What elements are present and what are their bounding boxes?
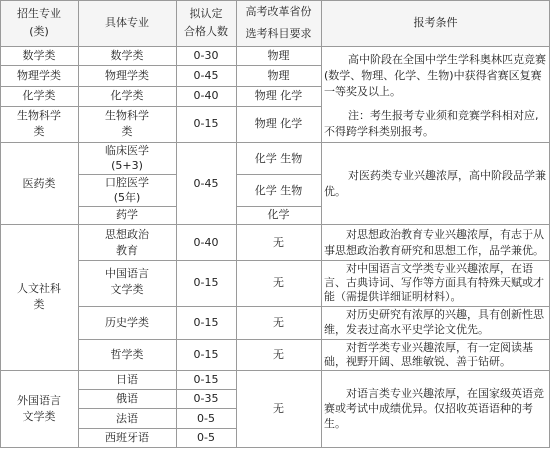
header-category-label: 招生专业 xyxy=(17,7,61,20)
subject-history: 无 xyxy=(273,316,284,329)
major-russian: 俄语 xyxy=(116,392,138,405)
science-note-line-1: 注：考生报考专业须和竞赛学科相对应, xyxy=(348,109,539,122)
header-conditions-label: 报考条件 xyxy=(413,16,458,29)
header-major-label: 具体专业 xyxy=(105,16,149,29)
science-condition-line-3: 一等奖及以上。 xyxy=(324,85,401,98)
range-math: 0-30 xyxy=(193,49,219,62)
science-note-line-2: 不得跨学科类别报考。 xyxy=(324,125,434,138)
subject-chinese: 无 xyxy=(273,276,284,289)
major-spanish: 西班牙语 xyxy=(105,431,149,444)
major-biology: 生物科学 xyxy=(105,109,149,122)
medicine-condition-line-1: 对医药类专业兴趣浓厚，高中阶段品学兼 xyxy=(348,169,546,182)
category-math: 数学类 xyxy=(22,49,56,62)
major-math: 数学类 xyxy=(110,49,144,62)
range-french: 0-5 xyxy=(197,412,215,425)
major-pharmacy: 药学 xyxy=(116,208,138,221)
subject-physics: 物理 xyxy=(267,69,290,82)
category-medicine: 医药类 xyxy=(22,177,56,190)
major-japanese: 日语 xyxy=(116,373,138,386)
history-condition-line-2: 维，发表过高水平史学论文优先。 xyxy=(324,323,489,336)
range-russian: 0-35 xyxy=(193,392,219,405)
subject-chemistry: 物理 化学 xyxy=(254,89,303,102)
subject-ideology: 无 xyxy=(273,236,284,249)
history-condition-line-1: 对历史研究有浓厚的兴趣，具有创新性思 xyxy=(346,308,544,321)
major-physics: 物理学类 xyxy=(105,69,149,82)
category-biology: 生物科学 xyxy=(17,109,61,122)
category-biology-sub: 类 xyxy=(33,125,45,138)
range-chinese: 0-15 xyxy=(193,276,219,289)
ideology-condition-line-1: 对思想政治教育专业兴趣浓厚，有志于从 xyxy=(346,228,544,241)
header-subject-label: 高考改革省份 xyxy=(245,5,312,18)
subject-math: 物理 xyxy=(267,49,290,62)
header-subject-label-sub: 选考科目要求 xyxy=(245,27,312,40)
subject-philosophy: 无 xyxy=(273,348,284,361)
range-chemistry: 0-40 xyxy=(193,89,219,102)
medicine-condition-line-2: 优。 xyxy=(324,185,346,198)
philosophy-condition-line-1: 对哲学类专业兴趣浓厚，有一定阅读基 xyxy=(346,341,533,354)
category-chemistry: 化学类 xyxy=(22,89,56,102)
science-condition-line-1: 高中阶段在全国中学生学科奥林匹克竞赛 xyxy=(348,53,546,66)
range-ideology: 0-40 xyxy=(193,236,219,249)
subject-biology: 物理 化学 xyxy=(254,117,303,130)
ideology-condition-line-2: 事思想政治教育研究和思想工作，品学兼优。 xyxy=(324,244,544,257)
major-french: 法语 xyxy=(116,412,138,425)
major-clinical: 临床医学 xyxy=(105,144,149,157)
foreign-condition-line-1: 对语言类专业兴趣浓厚，在国家级英语竞 xyxy=(346,387,544,400)
major-philosophy: 哲学类 xyxy=(110,348,144,361)
major-history: 历史学类 xyxy=(105,316,149,329)
header-quota-label-sub: 合格人数 xyxy=(184,25,228,38)
range-history: 0-15 xyxy=(193,316,219,329)
range-medicine: 0-45 xyxy=(193,177,219,190)
category-physics: 物理学类 xyxy=(17,69,61,82)
category-foreign-sub: 文学类 xyxy=(22,410,56,423)
major-ideology: 思想政治 xyxy=(105,228,149,241)
category-foreign: 外国语言 xyxy=(17,394,61,407)
major-stomatology-sub: (5年) xyxy=(113,191,141,204)
major-chemistry: 化学类 xyxy=(110,89,144,102)
range-biology: 0-15 xyxy=(193,117,219,130)
major-stomatology: 口腔医学 xyxy=(105,176,149,189)
subject-pharmacy: 化学 xyxy=(267,208,290,221)
header-category-label-sub: (类) xyxy=(29,25,49,38)
major-clinical-sub: (5+3) xyxy=(111,159,143,172)
chinese-condition-line-1: 对中国语言文学类专业兴趣浓厚，在语 xyxy=(346,262,533,275)
major-chinese-sub: 文学类 xyxy=(110,283,144,296)
major-biology-sub: 类 xyxy=(121,125,133,138)
major-ideology-sub: 教育 xyxy=(116,244,138,257)
range-spanish: 0-5 xyxy=(197,431,215,444)
range-japanese: 0-15 xyxy=(193,373,219,386)
foreign-condition-line-2: 赛或考试中成绩优异。仅招收英语语种的考 xyxy=(324,402,533,415)
chinese-condition-line-2: 言、古典诗词、写作等方面具有特殊天赋或才 xyxy=(324,276,544,289)
science-condition-line-2: (数学、物理、化学、生物)中获得省赛区复赛 xyxy=(324,69,542,82)
range-physics: 0-45 xyxy=(193,69,219,82)
philosophy-condition-line-2: 础，视野开阔、思维敏锐、善于钻研。 xyxy=(324,355,511,368)
subject-stomatology: 化学 生物 xyxy=(254,184,303,197)
category-humanities: 人文社科 xyxy=(17,282,61,295)
subject-foreign: 无 xyxy=(273,402,284,415)
chinese-condition-line-3: 能（需提供详细证明材料）。 xyxy=(324,290,462,303)
foreign-condition-line-3: 生。 xyxy=(324,417,346,430)
header-quota-label: 拟认定 xyxy=(189,7,223,20)
major-chinese: 中国语言 xyxy=(105,267,149,280)
category-humanities-sub: 类 xyxy=(33,298,45,311)
subject-clinical: 化学 生物 xyxy=(254,152,303,165)
range-philosophy: 0-15 xyxy=(193,348,219,361)
